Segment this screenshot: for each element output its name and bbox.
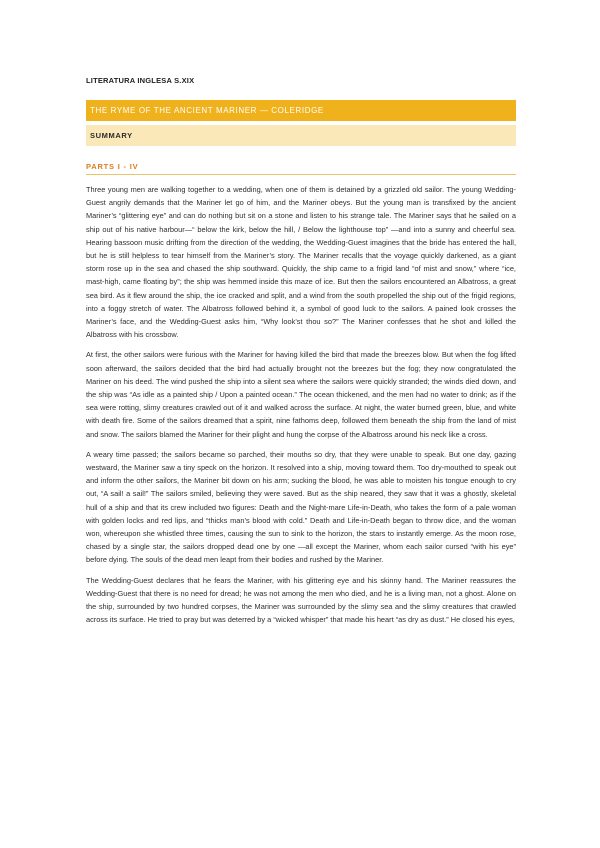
paragraph: Three young men are walking together to a wedding, when one of them is detained by a grizzled old sailor. The young Wedding-Guest angrily demands that the Mariner let go of him, and the Mariner obeys. But the young man is transfixed by the ancient Mariner’s “glittering eye” and can do nothing but sit on a stone and listen to his strange tale. The Mariner says that he sailed on a ship out of his native harbour—“ below the kirk, below the hill, / Below the lighthouse top” —and into a sunny and cheerful sea. Hearing bassoon music drifting from the direction of the wedding, the Wedding-Guest imagines that the bride has entered the hall, but he is still helpless to tear himself from the Mariner’s story. The Mariner recalls that the voyage quickly darkened, as a giant storm rose up in the sea and chased the ship southward. Quickly, the ship came to a frigid land “of mist and snow,” where “ice, mast-high, came floating by”; the ship was hemmed inside this maze of ice. But then the sailors encountered an Albatross, a great sea bird. As it flew around the ship, the ice cracked and split, and a wind from the south propelled the ship out of the frigid regions, into a foggy stretch of water. The Albatross followed behind it, a symbol of good luck to the sailors. A pained look crosses the Mariner’s face, and the Wedding-Guest asks him, “Why look’st thou so?” The Mariner confesses that he shot and killed the Albatross with his crossbow. <box>86 185 516 340</box>
summary-bar <box>86 125 516 146</box>
body-text <box>86 183 516 634</box>
paragraph: At first, the other sailors were furious with the Mariner for having killed the bird that made the breezes blow. But when the fog lifted soon afterward, the sailors decided that the bird had actually brought not the breezes but the fog; they now congratulated the Mariner on his deed. The wind pushed the ship into a silent sea where the sailors were quickly stranded; the winds died down, and the ship was “As idle as a painted ship / Upon a painted ocean.” The ocean thickened, and the men had no water to drink; as if the sea were rotting, slimy creatures crawled out of it and walked across the surface. At night, the water burned green, blue, and white with death fire. Some of the sailors dreamed that a spirit, nine fathoms deep, followed them beneath the ship from the land of mist and snow. The sailors blamed the Mariner for their plight and hung the corpse of the Albatross around his neck like a cross. <box>86 350 516 439</box>
paragraph: A weary time passed; the sailors became so parched, their mouths so dry, that they were unable to speak. But one day, gazing westward, the Mariner saw a tiny speck on the horizon. It resolved into a ship, moving toward them. Too dry-mouthed to speak out and inform the other sailors, the Mariner bit down on his arm; sucking the blood, he was able to moisten his tongue enough to cry out, “A sail! a sail!” The sailors smiled, believing they were saved. But as the ship neared, they saw that it was a ghostly, skeletal hull of a ship and that its crew included two figures: Death and the Night-mare Life-in-Death, who takes the form of a pale woman with golden locks and red lips, and “thicks man’s blood with cold.” Death and Life-in-Death began to throw dice, and the woman won, whereupon she whistled three times, causing the sun to sink to the horizon, the stars to instantly emerge. As the moon rose, chased by a single star, the sailors dropped dead one by one —all except the Mariner, whom each sailor cursed “with his eye” before dying. The souls of the dead men leapt from their bodies and rushed by the Mariner. <box>86 449 516 565</box>
paragraph: The Wedding-Guest declares that he fears the Mariner, with his glittering eye and his skinny hand. The Mariner reassures the Wedding-Guest that there is no need for dread; he was not among the men who died, and he is a living man, not a ghost. Alone on the ship, surrounded by two hundred corpses, the Mariner was surrounded by the slimy sea and the slimy creatures that crawled across its surface. He tried to pray but was deterred by a “wicked whisper” that made his heart “as dry as dust.” He closed his eyes, <box>86 575 516 625</box>
title-bar <box>86 100 516 121</box>
document-title: THE RYME OF THE ANCIENT MARINER — COLERIDGE <box>90 106 324 115</box>
summary-label: SUMMARY <box>90 131 133 140</box>
section-heading: PARTS I - IV <box>86 162 516 175</box>
course-header: LITERATURA INGLESA S.XIX <box>86 76 195 85</box>
